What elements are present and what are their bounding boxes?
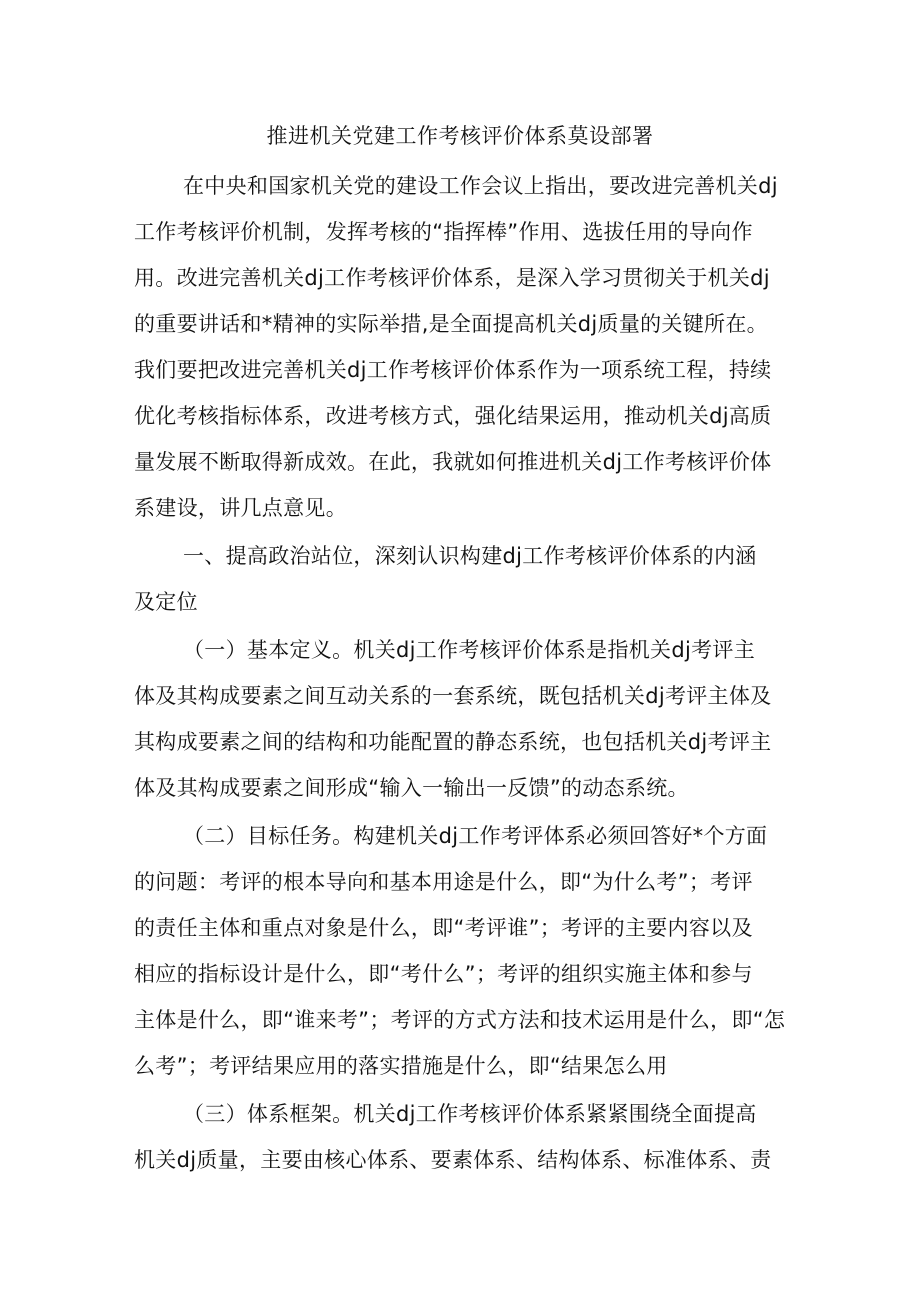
section-heading: 及定位 [134,590,198,614]
document-title: 推进机关党建工作考核评价体系莫设部署 [266,124,654,148]
section-heading: 一、提高政治站位，深刻认识构建dj工作考核评价体系的内涵 [183,544,757,568]
paragraph-line: （三）体系框架。机关dj工作考核评价体系紧紧围绕全面提高 [183,1102,757,1126]
paragraph-line: 的责任主体和重点对象是什么，即“考评谁”；考评的主要内容以及 [134,916,753,940]
paragraph-line: （二）目标任务。构建机关dj工作考评体系必须回答好*个方面 [183,824,768,848]
paragraph-line: 优化考核指标体系，改进考核方式，强化结果运用，推动机关dj高质 [134,404,772,428]
paragraph-line: 主体是什么，即“谁来考”；考评的方式方法和技术运用是什么，即“怎 [134,1008,786,1032]
paragraph-line: 量发展不断取得新成效。在此，我就如何推进机关dj工作考核评价体 [134,450,772,474]
paragraph-line: 的重要讲话和*精神的实际举措,是全面提高机关dj质量的关键所在。 [134,312,768,336]
paragraph-line: 用。改进完善机关dj工作考核评价体系，是深入学习贯彻关于机关dj [134,266,770,290]
paragraph-line: 在中央和国家机关党的建设工作会议上指出，要改进完善机关dj [183,174,778,198]
paragraph-line: 我们要把改进完善机关dj工作考核评价体系作为一项系统工程，持续 [134,358,772,382]
paragraph-line: 系建设，讲几点意见。 [134,496,347,520]
paragraph-line: 体及其构成要素之间互动关系的一套系统，既包括机关dj考评主体及 [134,684,772,708]
paragraph-line: 体及其构成要素之间形成“输入一输出一反馈”的动态系统。 [134,776,689,800]
paragraph-line: 相应的指标设计是什么，即“考什么”；考评的组织实施主体和参与 [134,962,753,986]
paragraph-line: 其构成要素之间的结构和功能配置的静态系统，也包括机关dj考评主 [134,730,772,754]
paragraph-line: 机关dj质量，主要由核心体系、要素体系、结构体系、标准体系、责 [134,1148,772,1172]
paragraph-line: （一）基本定义。机关dj工作考核评价体系是指机关dj考评主 [183,638,756,662]
paragraph-line: 工作考核评价机制，发挥考核的“指挥棒”作用、选拔任用的导向作 [134,220,753,244]
paragraph-line: 的问题：考评的根本导向和基本用途是什么，即“为什么考”；考评 [134,870,753,894]
paragraph-line: 么考”；考评结果应用的落实措施是什么，即“结果怎么用 [134,1054,668,1078]
